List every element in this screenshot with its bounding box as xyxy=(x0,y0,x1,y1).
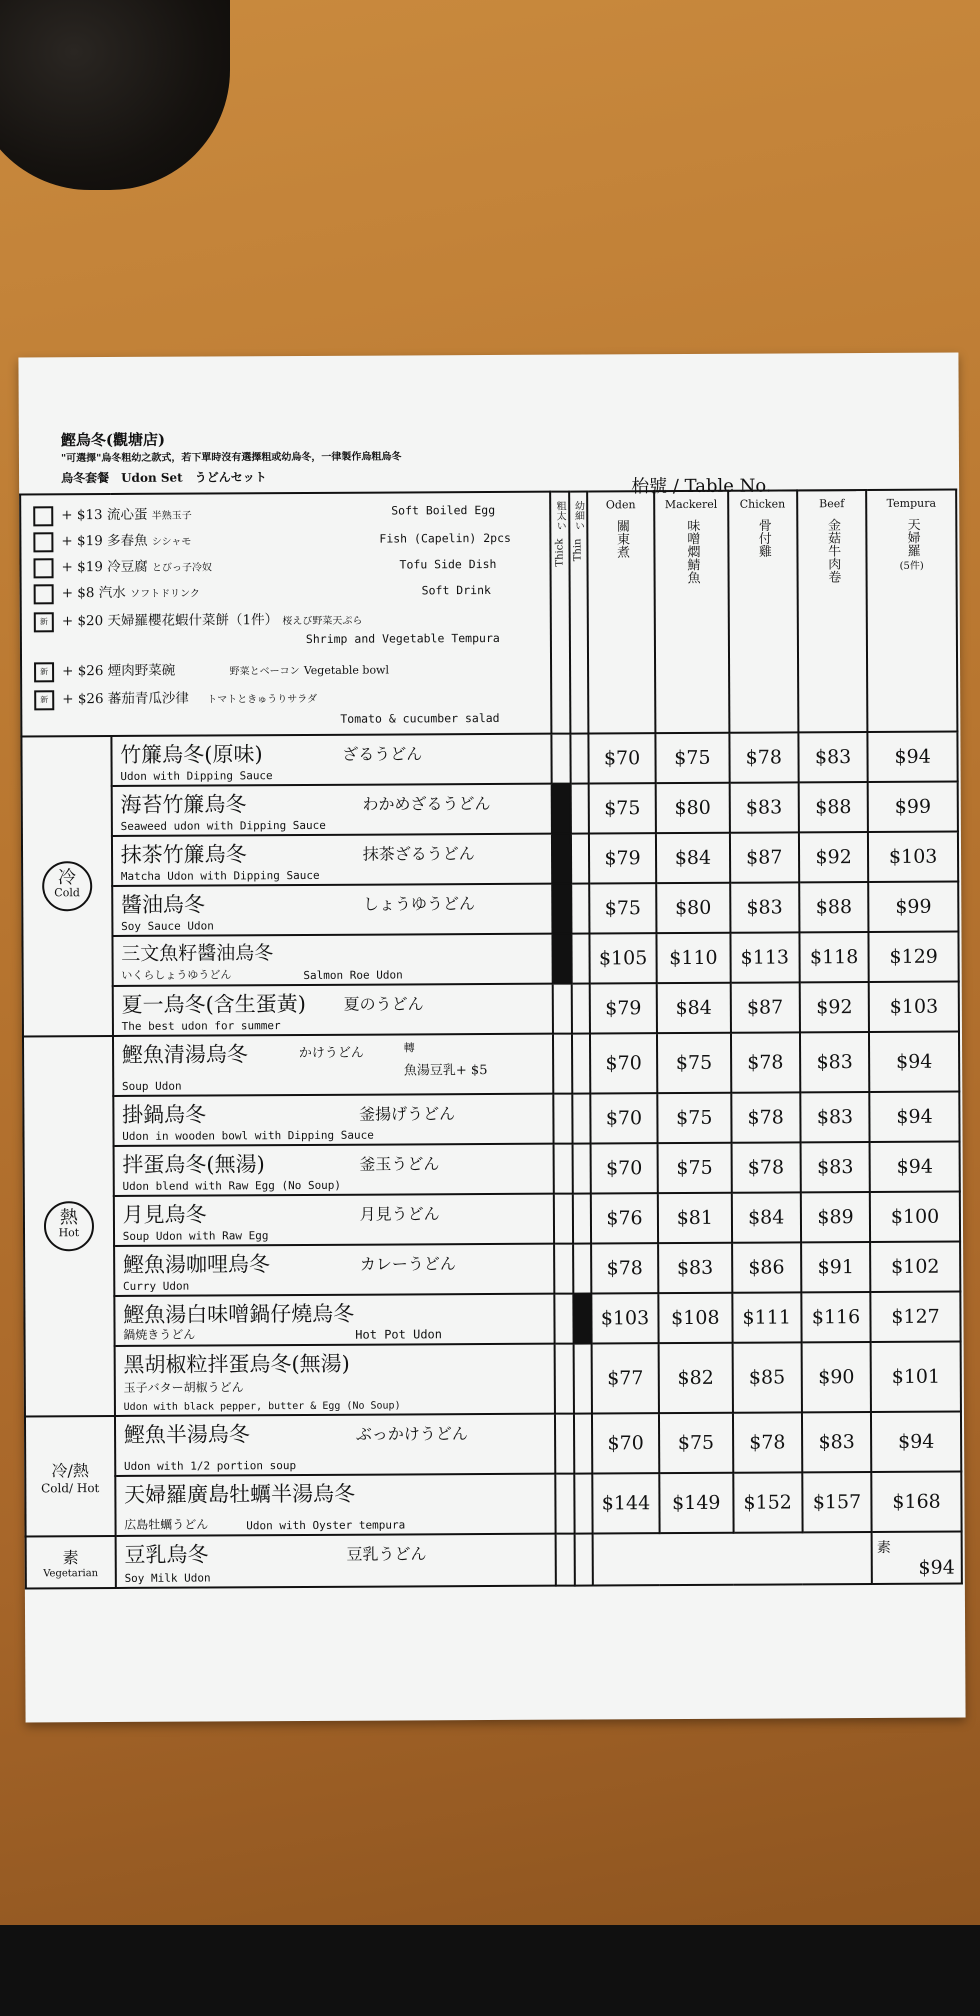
price-beef[interactable]: $83 xyxy=(800,1032,870,1092)
price-beef[interactable]: $89 xyxy=(801,1192,871,1242)
price-oden[interactable]: $75 xyxy=(589,883,657,933)
thick-checkbox[interactable] xyxy=(554,1144,573,1194)
item-name: 三文魚籽醬油烏冬 いくらしょうゆうどん Salmon Roe Udon xyxy=(112,934,553,986)
price-tempura[interactable]: $99 xyxy=(868,782,958,832)
price-chicken[interactable]: $78 xyxy=(729,732,799,782)
price-mackerel[interactable]: $75 xyxy=(657,1093,731,1143)
price-mackerel[interactable]: $81 xyxy=(658,1193,732,1243)
floor-shadow xyxy=(0,1925,980,2016)
price-chicken[interactable]: $83 xyxy=(729,782,799,832)
menu-row[interactable] xyxy=(23,982,959,1037)
menu-row[interactable] xyxy=(22,832,958,887)
set-option[interactable]: + $8 汽水 ソフトドリンク xyxy=(34,581,200,604)
set-option-en: Tomato & cucumber salad xyxy=(340,710,500,726)
thick-checkbox[interactable] xyxy=(555,1294,574,1344)
thin-checkbox[interactable] xyxy=(570,783,589,833)
price-beef[interactable]: $91 xyxy=(801,1242,871,1292)
thin-checkbox[interactable] xyxy=(572,1093,591,1143)
menu-row[interactable] xyxy=(25,1342,961,1417)
price-tempura[interactable]: $103 xyxy=(868,832,958,882)
set-option[interactable]: + $13 流心蛋 半熟玉子 xyxy=(33,503,192,526)
set-option[interactable]: 新 + $20 天婦羅櫻花蝦什菜餅（1件） 桜えび野菜天ぷら xyxy=(34,608,363,632)
price-oden[interactable]: $105 xyxy=(589,933,657,983)
col-mackerel: Mackerel 味噌燜鯖魚 xyxy=(654,491,729,733)
thick-checkbox[interactable] xyxy=(554,1244,573,1294)
item-name: 豆乳烏冬 豆乳うどん Soy Milk Udon xyxy=(115,1534,556,1588)
price-beef[interactable]: $83 xyxy=(798,732,868,782)
thick-disabled xyxy=(552,834,571,884)
thin-checkbox[interactable] xyxy=(574,1413,593,1473)
price-mackerel[interactable]: $80 xyxy=(656,783,730,833)
thick-checkbox[interactable] xyxy=(552,734,571,784)
set-option-en: Soft Boiled Egg xyxy=(391,502,496,518)
section-vegetarian: 素 Vegetarian xyxy=(26,1536,116,1588)
item-name: 掛鍋烏冬 釜揚げうどん Udon in wooden bowl with Dipping Sauce xyxy=(113,1094,554,1146)
veg-empty xyxy=(592,1532,872,1585)
price-chicken[interactable]: $78 xyxy=(733,1412,803,1472)
price-beef[interactable]: $92 xyxy=(800,982,870,1032)
thin-checkbox[interactable] xyxy=(570,833,589,883)
price-beef[interactable]: $92 xyxy=(799,832,869,882)
thick-checkbox[interactable] xyxy=(554,1194,573,1244)
thick-checkbox[interactable] xyxy=(555,1414,574,1474)
order-notice: "可選擇"烏冬粗幼之款式，若下單時沒有選擇粗或幼烏冬，一律製作烏粗烏冬 xyxy=(60,451,402,465)
price-tempura[interactable]: $101 xyxy=(871,1342,961,1412)
price-chicken[interactable]: $85 xyxy=(732,1342,802,1412)
item-name: 鰹魚清湯烏冬 かけうどん 轉 魚湯豆乳+ $5 Soup Udon xyxy=(113,1034,554,1096)
thin-checkbox[interactable] xyxy=(574,1533,593,1585)
price-beef[interactable]: $83 xyxy=(800,1142,870,1192)
checkbox[interactable] xyxy=(33,558,53,578)
menu-row[interactable] xyxy=(25,1412,961,1477)
price-beef[interactable]: $83 xyxy=(802,1412,872,1472)
price-oden[interactable]: $70 xyxy=(588,733,656,783)
set-option-en: Soft Drink xyxy=(421,582,491,598)
price-tempura[interactable]: $94 xyxy=(869,1032,959,1092)
price-oden[interactable]: $103 xyxy=(591,1293,659,1343)
checkbox[interactable] xyxy=(33,532,53,552)
price-tempura[interactable]: $94 xyxy=(870,1092,960,1142)
price-mackerel[interactable]: $84 xyxy=(657,983,731,1033)
price-chicken[interactable]: $152 xyxy=(733,1472,803,1532)
section-cold: 冷 Cold xyxy=(21,736,112,1036)
price-tempura[interactable]: $129 xyxy=(869,932,959,982)
section-cold-hot: 冷/熱 Cold/ Hot xyxy=(25,1416,115,1536)
thin-checkbox[interactable] xyxy=(571,933,590,983)
item-name: 鰹魚半湯烏冬 ぶっかけうどん Udon with 1/2 portion soup xyxy=(115,1414,556,1476)
thin-disabled xyxy=(573,1293,592,1343)
thin-header: 幼細い Thin xyxy=(569,491,589,733)
price-mackerel[interactable]: $80 xyxy=(656,883,730,933)
menu-row[interactable] xyxy=(23,1092,959,1147)
price-tempura[interactable]: $99 xyxy=(868,882,958,932)
section-hot: 熱 Hot xyxy=(23,1036,115,1416)
menu-row[interactable] xyxy=(24,1242,960,1297)
thin-checkbox[interactable] xyxy=(574,1473,593,1533)
set-option-en: Tofu Side Dish xyxy=(399,556,497,572)
set-options-cell xyxy=(20,492,551,737)
price-oden[interactable]: $77 xyxy=(591,1343,659,1413)
price-beef[interactable]: $157 xyxy=(802,1472,872,1532)
item-name: 黑胡椒粒拌蛋烏冬(無湯) 玉子バター胡椒うどん Udon with black pepper, butter & Egg (No Soup) xyxy=(114,1344,555,1416)
thick-checkbox[interactable] xyxy=(555,1344,574,1414)
menu-row[interactable] xyxy=(22,932,958,987)
set-option[interactable]: 新 + $26 蕃茄青瓜沙律 トマトときゅうりサラダ xyxy=(34,686,317,710)
menu-row[interactable] xyxy=(24,1142,960,1197)
thin-checkbox[interactable] xyxy=(572,1193,591,1243)
set-option-en: Shrimp and Vegetable Tempura xyxy=(305,630,500,646)
price-beef[interactable]: $118 xyxy=(799,932,869,982)
thick-checkbox[interactable] xyxy=(553,1094,572,1144)
col-beef: Beef 金菇牛肉卷 xyxy=(797,490,868,732)
table-number-label: 枱號 / Table No. xyxy=(631,475,772,498)
price-tempura[interactable]: $94 xyxy=(871,1412,961,1472)
col-oden: Oden 關東煮 xyxy=(587,491,656,733)
thick-disabled xyxy=(552,784,571,834)
shop-name: 鰹烏冬(觀塘店) xyxy=(60,430,166,450)
price-oden[interactable]: $70 xyxy=(592,1413,660,1473)
menu-row[interactable] xyxy=(22,882,958,937)
set-option[interactable]: + $19 冷豆腐 とびっ子冷奴 xyxy=(33,554,212,577)
price-mackerel[interactable]: $149 xyxy=(659,1473,733,1533)
menu-sheet xyxy=(18,353,965,1723)
menu-row[interactable] xyxy=(25,1472,961,1537)
price-chicken[interactable]: $111 xyxy=(732,1292,802,1342)
drink-cup xyxy=(0,0,230,190)
price-oden[interactable]: $79 xyxy=(589,833,657,883)
thin-checkbox[interactable] xyxy=(573,1243,592,1293)
set-title: 烏冬套餐 Udon Set うどんセット xyxy=(61,470,267,486)
price-tempura[interactable]: $94 xyxy=(868,732,958,782)
price-oden[interactable]: $75 xyxy=(589,783,657,833)
price-chicken[interactable]: $78 xyxy=(731,1142,801,1192)
price-chicken[interactable]: $78 xyxy=(731,1092,801,1142)
price-chicken[interactable]: $83 xyxy=(730,882,800,932)
price-mackerel[interactable]: $75 xyxy=(659,1413,733,1473)
price-chicken[interactable]: $86 xyxy=(732,1242,802,1292)
price-chicken[interactable]: $78 xyxy=(731,1032,801,1092)
new-badge[interactable]: 新 xyxy=(34,690,54,710)
price-oden[interactable]: $76 xyxy=(591,1193,659,1243)
menu-row[interactable] xyxy=(22,782,958,837)
menu-row[interactable] xyxy=(24,1292,960,1347)
thick-checkbox[interactable] xyxy=(556,1534,575,1586)
price-beef[interactable]: $90 xyxy=(801,1342,871,1412)
price-chicken[interactable]: $87 xyxy=(729,832,799,882)
thick-header: 粗太い Thick xyxy=(550,492,570,734)
price-oden[interactable]: $78 xyxy=(591,1243,659,1293)
price-beef[interactable]: $116 xyxy=(801,1292,871,1342)
price-chicken[interactable]: $87 xyxy=(730,982,800,1032)
thick-disabled xyxy=(552,884,571,934)
price-oden[interactable]: $79 xyxy=(590,983,658,1033)
item-name: 月見烏冬 月見うどん Soup Udon with Raw Egg xyxy=(114,1194,555,1246)
thin-checkbox[interactable] xyxy=(571,883,590,933)
price-beef[interactable]: $88 xyxy=(799,782,869,832)
price-vegetarian[interactable]: 素 $94 xyxy=(872,1532,962,1584)
menu-row[interactable] xyxy=(21,732,957,787)
price-tempura[interactable]: $102 xyxy=(870,1242,960,1292)
menu-row[interactable] xyxy=(26,1532,962,1589)
menu-row[interactable] xyxy=(24,1192,960,1247)
price-oden[interactable]: $144 xyxy=(592,1473,660,1533)
price-tempura[interactable]: $168 xyxy=(871,1472,961,1532)
price-mackerel[interactable]: $108 xyxy=(658,1293,732,1343)
thick-disabled xyxy=(553,934,572,984)
price-chicken[interactable]: $113 xyxy=(730,932,800,982)
price-chicken[interactable]: $84 xyxy=(731,1192,801,1242)
item-name: 抹茶竹簾烏冬 抹茶ざるうどん Matcha Udon with Dipping Sauce xyxy=(112,834,553,886)
checkbox[interactable] xyxy=(34,584,54,604)
item-name: 竹簾烏冬(原味) ざるうどん Udon with Dipping Sauce xyxy=(111,734,552,786)
item-name: 鰹魚湯咖哩烏冬 カレーうどん Curry Udon xyxy=(114,1244,555,1296)
price-mackerel[interactable]: $75 xyxy=(657,1033,731,1093)
checkbox[interactable] xyxy=(33,506,53,526)
thin-checkbox[interactable] xyxy=(572,1143,591,1193)
set-option[interactable]: + $19 多春魚 シシャモ xyxy=(33,529,191,552)
price-mackerel[interactable]: $75 xyxy=(658,1143,732,1193)
thin-checkbox[interactable] xyxy=(573,1343,592,1413)
price-mackerel[interactable]: $82 xyxy=(659,1343,733,1413)
menu-table xyxy=(19,489,963,1590)
price-beef[interactable]: $83 xyxy=(800,1092,870,1142)
item-name: 醬油烏冬 しょうゆうどん Soy Sauce Udon xyxy=(112,884,553,936)
thin-checkbox[interactable] xyxy=(572,1033,591,1093)
thick-checkbox[interactable] xyxy=(555,1474,574,1534)
set-header-row xyxy=(20,490,957,737)
col-tempura: Tempura 天婦羅 (5件) xyxy=(866,490,957,732)
price-oden[interactable]: $70 xyxy=(590,1033,658,1093)
price-mackerel[interactable]: $110 xyxy=(657,933,731,983)
thin-checkbox[interactable] xyxy=(571,983,590,1033)
set-option-en: Fish (Capelin) 2pcs xyxy=(379,530,511,546)
price-mackerel[interactable]: $84 xyxy=(656,833,730,883)
col-chicken: Chicken 骨付雞 xyxy=(728,490,799,732)
price-oden[interactable]: $70 xyxy=(590,1143,658,1193)
price-tempura[interactable]: $103 xyxy=(869,982,959,1032)
thick-checkbox[interactable] xyxy=(553,984,572,1034)
price-tempura[interactable]: $127 xyxy=(871,1292,961,1342)
item-name: 海苔竹簾烏冬 わかめざるうどん Seaweed udon with Dipping Sauce xyxy=(111,784,552,836)
new-badge[interactable]: 新 xyxy=(34,662,54,682)
item-name: 夏一烏冬(含生蛋黃) 夏のうどん The best udon for summer xyxy=(112,984,553,1036)
new-badge[interactable]: 新 xyxy=(34,612,54,632)
item-name: 拌蛋烏冬(無湯) 釜玉うどん Udon blend with Raw Egg (No Soup) xyxy=(113,1144,554,1196)
price-mackerel[interactable]: $75 xyxy=(656,733,730,783)
menu-row[interactable] xyxy=(23,1032,959,1097)
item-name: 鰹魚湯白味噌鍋仔燒烏冬 鍋焼きうどん Hot Pot Udon xyxy=(114,1294,555,1346)
price-beef[interactable]: $88 xyxy=(799,882,869,932)
set-option[interactable]: 新 + $26 煙肉野菜碗 野菜とベーコン Vegetable bowl xyxy=(34,658,389,682)
price-tempura[interactable]: $94 xyxy=(870,1142,960,1192)
price-tempura[interactable]: $100 xyxy=(870,1192,960,1242)
thick-checkbox[interactable] xyxy=(553,1034,572,1094)
price-oden[interactable]: $70 xyxy=(590,1093,658,1143)
item-name: 天婦羅廣島牡蠣半湯烏冬 広島牡蠣うどん Udon with Oyster tempura xyxy=(115,1474,556,1536)
thin-checkbox[interactable] xyxy=(570,733,589,783)
price-mackerel[interactable]: $83 xyxy=(658,1243,732,1293)
